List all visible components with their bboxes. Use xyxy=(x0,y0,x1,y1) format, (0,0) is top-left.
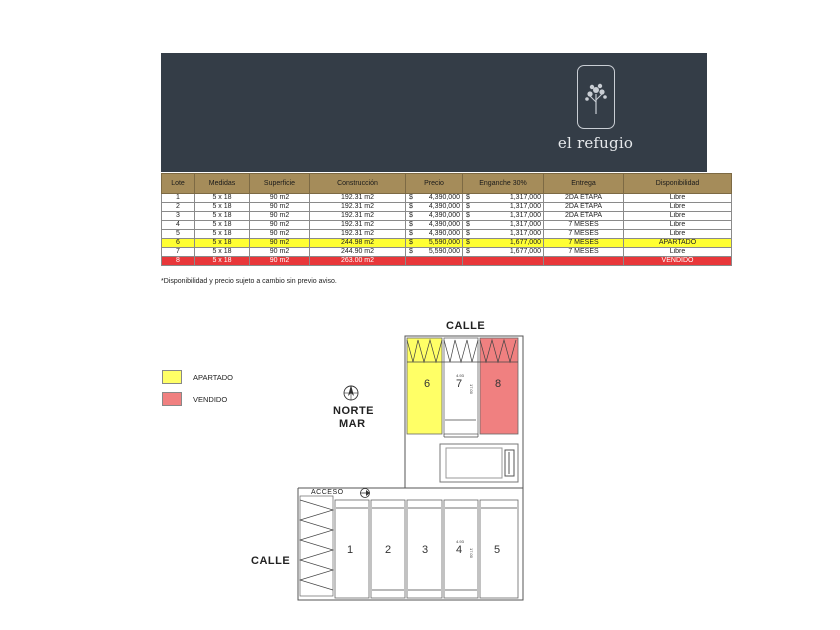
currency-symbol: $ xyxy=(466,221,470,228)
cell-medidas: 5 x 18 xyxy=(195,194,250,203)
cell-precio-value: 4,390,000 xyxy=(428,212,460,219)
currency-symbol: $ xyxy=(466,203,470,210)
cell-enganche-value: 1,317,000 xyxy=(509,212,541,219)
cell-lote: 7 xyxy=(162,248,195,257)
compass-north-label: NORTE xyxy=(333,405,374,417)
cell-entrega: 7 MESES xyxy=(544,230,624,239)
cell-superficie: 90 m2 xyxy=(250,203,310,212)
cell-disponibilidad: Libre xyxy=(624,248,732,257)
cell-lote: 6 xyxy=(162,239,195,248)
cell-lote: 8 xyxy=(162,257,195,266)
header-enganche: Enganche 30% xyxy=(463,174,544,194)
cell-superficie: 90 m2 xyxy=(250,230,310,239)
currency-symbol: $ xyxy=(409,212,413,219)
header-disponibilidad: Disponibilidad xyxy=(624,174,732,194)
compass-icon xyxy=(344,385,358,400)
currency-symbol: $ xyxy=(466,248,470,255)
cell-disponibilidad: Libre xyxy=(624,230,732,239)
cell-construccion: 192.31 m2 xyxy=(310,221,406,230)
cell-entrega: 7 MESES xyxy=(544,248,624,257)
lot-4-width: 4.93 xyxy=(456,539,464,544)
lot-7-number: 7 xyxy=(455,378,463,390)
currency-symbol: $ xyxy=(409,248,413,255)
lot-8-number: 8 xyxy=(494,378,502,390)
street-top-label: CALLE xyxy=(446,320,486,332)
cell-lote: 5 xyxy=(162,230,195,239)
lot-3-number: 3 xyxy=(421,544,429,556)
cell-entrega: 2DA ETAPA xyxy=(544,203,624,212)
cell-enganche-value: 1,317,000 xyxy=(509,221,541,228)
legend-apartado-label: APARTADO xyxy=(193,373,234,382)
cell-medidas: 5 x 18 xyxy=(195,248,250,257)
cell-entrega: 2DA ETAPA xyxy=(544,194,624,203)
cell-disponibilidad: Libre xyxy=(624,212,732,221)
cell-construccion: 244.90 m2 xyxy=(310,248,406,257)
cell-superficie: 90 m2 xyxy=(250,257,310,266)
cell-disponibilidad: APARTADO xyxy=(624,239,732,248)
currency-symbol: $ xyxy=(409,194,413,201)
lot-1-number: 1 xyxy=(346,544,354,556)
disclaimer-note: *Disponibilidad y precio sujeto a cambio sin previo aviso. xyxy=(161,278,337,285)
currency-symbol: $ xyxy=(466,194,470,201)
cell-medidas: 5 x 18 xyxy=(195,212,250,221)
cell-medidas: 5 x 18 xyxy=(195,221,250,230)
cell-medidas: 5 x 18 xyxy=(195,257,250,266)
lot-7-width: 4.93 xyxy=(456,373,464,378)
cell-superficie: 90 m2 xyxy=(250,194,310,203)
cell-construccion: 192.31 m2 xyxy=(310,203,406,212)
access-label: ACCESO xyxy=(311,489,344,496)
header-medidas: Medidas xyxy=(195,174,250,194)
cell-construccion: 192.31 m2 xyxy=(310,212,406,221)
access-marker-icon xyxy=(360,489,370,498)
header-superficie: Superficie xyxy=(250,174,310,194)
cell-lote: 2 xyxy=(162,203,195,212)
cell-disponibilidad: Libre xyxy=(624,221,732,230)
cell-precio-value: 5,590,000 xyxy=(428,239,460,246)
lot-4-number: 4 xyxy=(455,544,463,556)
cell-superficie: 90 m2 xyxy=(250,239,310,248)
currency-symbol: $ xyxy=(409,230,413,237)
cell-disponibilidad: Libre xyxy=(624,203,732,212)
cell-construccion: 192.31 m2 xyxy=(310,194,406,203)
cell-entrega: 2DA ETAPA xyxy=(544,212,624,221)
cell-disponibilidad: VENDIDO xyxy=(624,257,732,266)
cell-enganche-value: 1,677,000 xyxy=(509,239,541,246)
cell-superficie: 90 m2 xyxy=(250,212,310,221)
cell-medidas: 5 x 18 xyxy=(195,239,250,248)
header-construccion: Construcción xyxy=(310,174,406,194)
lot-7-depth: 17.00 xyxy=(469,384,474,395)
cell-lote: 1 xyxy=(162,194,195,203)
lot-5-number: 5 xyxy=(493,544,501,556)
legend-vendido-label: VENDIDO xyxy=(193,395,228,404)
cell-lote: 4 xyxy=(162,221,195,230)
currency-symbol: $ xyxy=(466,230,470,237)
cell-entrega: 7 MESES xyxy=(544,239,624,248)
cell-construccion: 263.00 m2 xyxy=(310,257,406,266)
cell-enganche-value: 1,317,000 xyxy=(509,203,541,210)
currency-symbol: $ xyxy=(466,212,470,219)
cell-precio-value: 5,590,000 xyxy=(428,248,460,255)
cell-precio-value: 4,390,000 xyxy=(428,194,460,201)
currency-symbol: $ xyxy=(409,239,413,246)
header-lote: Lote xyxy=(162,174,195,194)
cell-precio-value: 4,390,000 xyxy=(428,221,460,228)
cell-superficie: 90 m2 xyxy=(250,221,310,230)
cell-entrega: 7 MESES xyxy=(544,221,624,230)
lot-4-depth: 17.00 xyxy=(469,548,474,559)
cell-construccion: 244.98 m2 xyxy=(310,239,406,248)
cell-enganche-value: 1,317,000 xyxy=(509,194,541,201)
cell-medidas: 5 x 18 xyxy=(195,230,250,239)
cell-lote: 3 xyxy=(162,212,195,221)
cell-construccion: 192.31 m2 xyxy=(310,230,406,239)
header-entrega: Entrega xyxy=(544,174,624,194)
street-left-label: CALLE xyxy=(251,555,291,567)
lot-2-number: 2 xyxy=(384,544,392,556)
cell-enganche-value: 1,677,000 xyxy=(509,248,541,255)
currency-symbol: $ xyxy=(409,221,413,228)
cell-disponibilidad: Libre xyxy=(624,194,732,203)
cell-precio-value: 4,390,000 xyxy=(428,203,460,210)
brand-name: el refugio xyxy=(557,134,634,152)
header-precio: Precio xyxy=(406,174,463,194)
cell-superficie: 90 m2 xyxy=(250,248,310,257)
cell-precio-value: 4,390,000 xyxy=(428,230,460,237)
currency-symbol: $ xyxy=(409,203,413,210)
lot-6-number: 6 xyxy=(423,378,431,390)
compass-sea-label: MAR xyxy=(339,418,366,430)
currency-symbol: $ xyxy=(466,239,470,246)
cell-medidas: 5 x 18 xyxy=(195,203,250,212)
cell-enganche-value: 1,317,000 xyxy=(509,230,541,237)
